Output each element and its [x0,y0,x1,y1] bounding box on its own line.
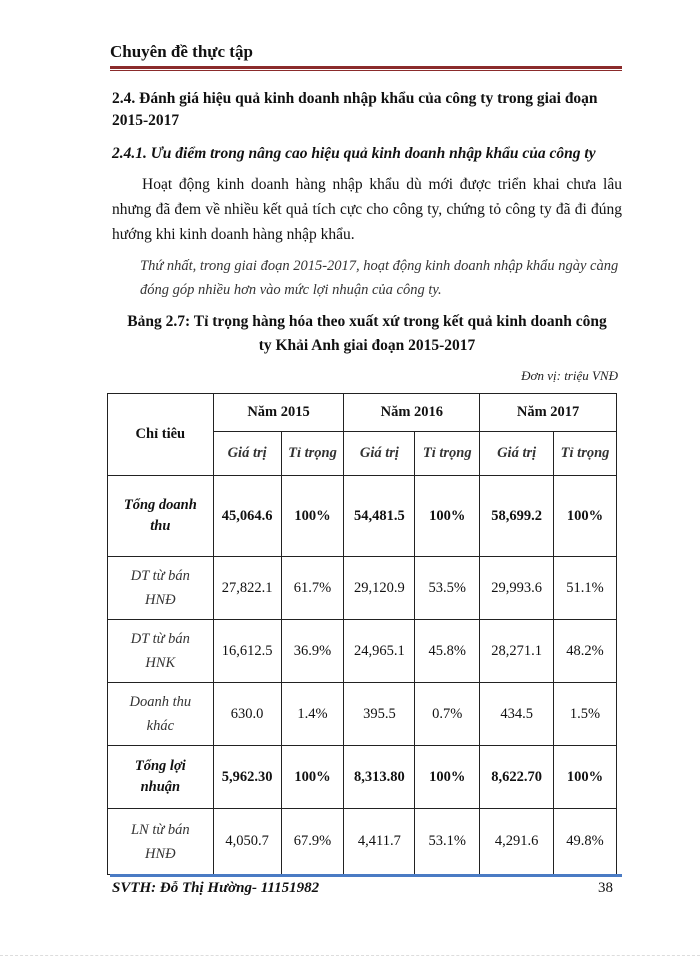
year-header: Năm 2015 [213,394,344,432]
table-cell: 5,962.30 [213,746,281,809]
table-cell: 29,993.6 [480,557,554,620]
table-cell: 4,291.6 [480,809,554,875]
row-label [108,557,214,620]
page-edge [0,955,700,956]
table-cell: 395.5 [344,683,415,746]
table-cell: 48.2% [554,620,617,683]
table-cell: 29,120.9 [344,557,415,620]
table-cell: 54,481.5 [344,476,415,557]
table-caption-line2: ty Khải Anh giai đoạn 2015-2017 [258,337,476,354]
header-rule [110,66,622,69]
table-cell: 16,612.5 [213,620,281,683]
row-label [108,476,214,557]
table-cell: 28,271.1 [480,620,554,683]
table-unit: Đơn vị: triệu VNĐ [521,368,618,383]
row-label-line: Tổng doanh [123,497,197,513]
table-cell: 8,313.80 [344,746,415,809]
table-cell: 4,411.7 [344,809,415,875]
table-row [108,620,617,683]
table-cell: 100% [415,746,480,809]
subheader-ratio: Tỉ trọng [281,432,344,476]
table-cell: 100% [281,476,344,557]
footer-rule [110,874,622,877]
table-header-row [108,394,617,432]
table-cell: 45.8% [415,620,480,683]
body-paragraph-text: Hoạt động kinh doanh hàng nhập khẩu dù mới được triển khai chưa lâu nhưng đã đem về nhiều kết quả tích cực cho công ty, chứng tỏ công ty đã đi đúng hướng khi kinh doanh hàng nhập khẩu. [112,176,622,243]
year-header: Năm 2016 [344,394,480,432]
row-label-line: thu [150,518,171,534]
section-title: 2.4. Đánh giá hiệu quả kinh doanh nhập khẩu của công ty trong giai đoạn 2015-2017 [112,90,598,129]
row-label-line: HNĐ [145,845,176,862]
subheader-value: Giá trị [213,432,281,476]
table-cell: 61.7% [281,557,344,620]
italic-paragraph: Thứ nhất, trong giai đoạn 2015-2017, hoạt động kinh doanh nhập khẩu ngày càng đóng góp nhiều hơn vào mức lợi nhuận của công ty. [140,258,619,298]
subheader-value: Giá trị [344,432,415,476]
table-row [108,476,617,557]
row-label [108,746,214,809]
row-label-line: HNĐ [145,592,176,608]
table-cell: 0.7% [415,683,480,746]
year-header: Năm 2017 [480,394,617,432]
table-cell: 8,622.70 [480,746,554,809]
table-cell: 27,822.1 [213,557,281,620]
body-paragraph [112,172,622,247]
table-cell: 1.5% [554,683,617,746]
row-label-line: nhuận [140,779,181,795]
table-cell: 53.5% [415,557,480,620]
row-label-line: Tổng lợi [134,758,186,774]
table-cell: 53.1% [415,809,480,875]
table-cell: 58,699.2 [480,476,554,557]
table-cell: 100% [554,746,617,809]
header-rule-thin [110,70,622,71]
table-cell: 630.0 [213,683,281,746]
table-cell: 36.9% [281,620,344,683]
table-cell: 100% [554,476,617,557]
row-label-line: LN từ bán [130,821,190,838]
table-cell: 45,064.6 [213,476,281,557]
subheader-value: Giá trị [480,432,554,476]
row-label-line: HNK [145,655,176,671]
row-label-line: khác [146,718,175,734]
table-cell: 100% [281,746,344,809]
row-label [108,683,214,746]
footer-author: SVTH: Đỗ Thị Hường- 11151982 [112,880,320,896]
data-table [107,393,617,875]
row-label [108,620,214,683]
subsection-title: 2.4.1. Ưu điểm trong nâng cao hiệu quả kinh doanh nhập khẩu của công ty [112,145,596,162]
table-row [108,557,617,620]
row-label-line: DT từ bán [130,568,190,584]
subheader-ratio: Tỉ trọng [415,432,480,476]
table-row [108,683,617,746]
table-row [108,746,617,809]
table-cell: 100% [415,476,480,557]
table-cell: 1.4% [281,683,344,746]
table-cell: 51.1% [554,557,617,620]
table-cell: 67.9% [281,809,344,875]
table-cell: 49.8% [554,809,617,875]
column-label: Chỉ tiêu [108,394,214,476]
page-number: 38 [598,880,613,896]
table-caption-line1: Bảng 2.7: Tỉ trọng hàng hóa theo xuất xứ trong kết quả kinh doanh công [127,313,607,330]
row-label [108,809,214,875]
table-caption [112,310,622,358]
table-row [108,809,617,875]
subheader-ratio: Tỉ trọng [554,432,617,476]
row-label-line: DT từ bán [130,631,190,647]
table-cell: 24,965.1 [344,620,415,683]
running-header: Chuyên đề thực tập [110,42,253,61]
table-cell: 434.5 [480,683,554,746]
row-label-line: Doanh thu [129,694,192,710]
table-cell: 4,050.7 [213,809,281,875]
